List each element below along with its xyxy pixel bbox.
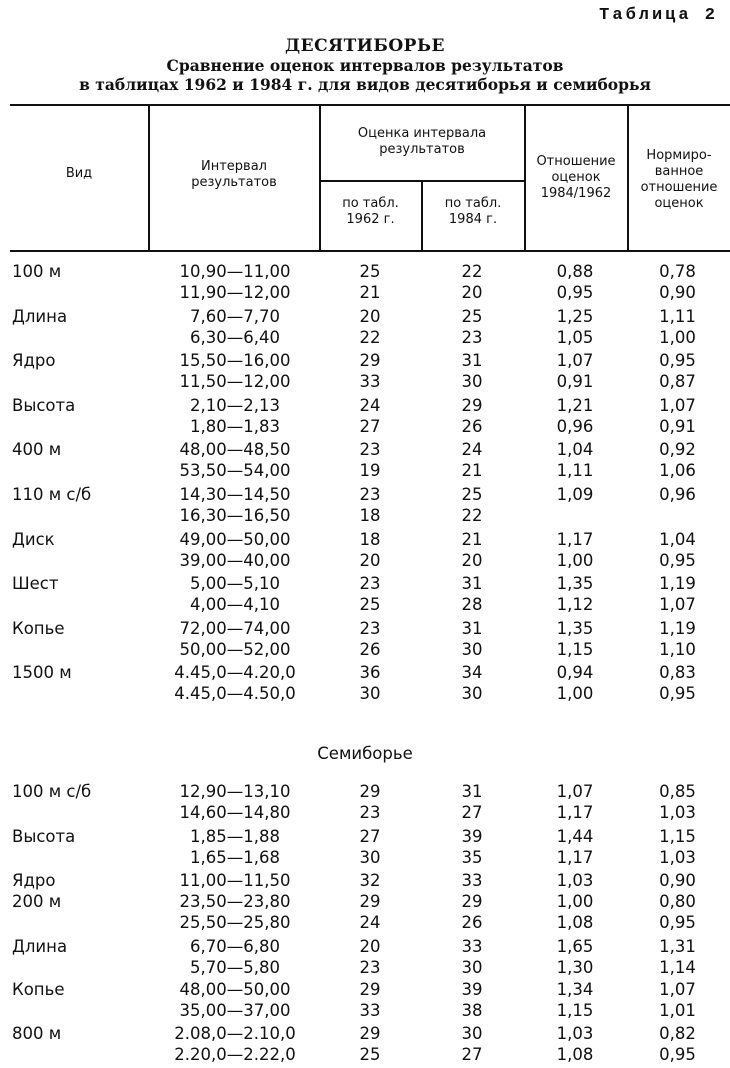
cell-norm: 1,14: [659, 957, 696, 977]
table-row: [0, 1045, 730, 1067]
cell-ratio: 1,12: [556, 595, 594, 615]
header-score-group-line-2: результатов: [379, 142, 465, 157]
cell-ratio: 1,08: [556, 1045, 594, 1064]
cell-s1962: 23: [359, 485, 381, 504]
table-row: [0, 848, 730, 870]
cell-s1962: 23: [359, 618, 381, 638]
cell-s1962: 23: [359, 957, 381, 977]
cell-s1984: 27: [461, 803, 483, 822]
cell-event: 1500 м: [12, 663, 72, 683]
table-row: [0, 485, 730, 507]
cell-s1962: 32: [359, 871, 381, 891]
cell-norm: 1,07: [659, 595, 696, 615]
cell-interval: 50,00—52,00: [179, 639, 291, 659]
cell-s1984: 30: [461, 957, 483, 977]
cell-s1984: 24: [461, 440, 483, 460]
cell-norm: 0,78: [659, 262, 696, 281]
cell-interval: 7,60—7,70: [190, 306, 280, 326]
cell-ratio: 1,03: [556, 871, 594, 891]
cell-interval: 4,00—4,10: [190, 595, 280, 615]
cell-ratio: 1,21: [556, 395, 594, 415]
cell-event: 800 м: [12, 1024, 62, 1043]
header-interval-line-2: результатов: [191, 175, 277, 190]
table-number: Таблица 2: [599, 6, 718, 25]
table-row: [0, 619, 730, 641]
cell-norm: 0,80: [659, 892, 696, 912]
cell-ratio: 1,03: [556, 1024, 594, 1043]
cell-s1984: 26: [461, 913, 483, 933]
header-score-group: [320, 126, 524, 158]
header-1962-line-2: 1962 г.: [346, 212, 395, 227]
cell-s1962: 23: [359, 803, 381, 822]
table-row: [0, 372, 730, 394]
cell-norm: 0,83: [659, 663, 696, 683]
cell-interval: 15,50—16,00: [179, 351, 291, 371]
table-row: [0, 640, 730, 662]
cell-interval: 1,85—1,88: [190, 826, 280, 846]
header-1962: [320, 196, 421, 228]
cell-interval: 11,90—12,00: [179, 283, 291, 302]
cell-s1984: 29: [461, 395, 483, 415]
cell-norm: 0,91: [659, 416, 696, 436]
cell-ratio: 1,15: [556, 639, 594, 659]
cell-s1984: 30: [461, 639, 483, 659]
cell-norm: 1,06: [659, 461, 696, 481]
cell-s1984: 26: [461, 416, 483, 436]
cell-norm: 1,04: [659, 529, 696, 549]
cell-event: Высота: [12, 395, 76, 415]
cell-s1962: 23: [359, 574, 381, 594]
cell-ratio: 1,44: [556, 826, 594, 846]
cell-s1984: 20: [461, 550, 483, 570]
table-row: [0, 1001, 730, 1023]
cell-ratio: 1,11: [556, 461, 594, 481]
cell-ratio: 0,94: [556, 663, 594, 683]
cell-s1962: 25: [359, 1045, 381, 1064]
cell-norm: 1,00: [659, 327, 696, 347]
table-row: [0, 892, 730, 914]
cell-s1984: 30: [461, 1024, 483, 1043]
cell-norm: 0,92: [659, 440, 696, 460]
cell-s1962: 36: [359, 663, 381, 683]
cell-norm: 0,95: [659, 913, 696, 933]
cell-s1984: 22: [461, 262, 483, 281]
cell-s1962: 20: [359, 306, 381, 326]
cell-norm: 0,96: [659, 485, 696, 504]
cell-s1962: 18: [359, 529, 381, 549]
cell-interval: 12,90—13,10: [179, 782, 291, 801]
cell-event: 100 м: [12, 262, 62, 281]
cell-ratio: 1,05: [556, 327, 594, 347]
cell-interval: 6,30—6,40: [190, 327, 280, 347]
cell-s1962: 33: [359, 372, 381, 392]
page-subtitle: [0, 56, 730, 94]
cell-s1962: 33: [359, 1001, 381, 1021]
cell-norm: 1,01: [659, 1001, 696, 1021]
cell-ratio: 1,04: [556, 440, 594, 460]
cell-s1984: 35: [461, 847, 483, 867]
table-row: [0, 827, 730, 849]
cell-event: Ядро: [12, 871, 56, 891]
cell-event: 200 м: [12, 892, 62, 912]
cell-s1984: 33: [461, 936, 483, 956]
cell-ratio: 1,00: [556, 892, 594, 912]
table-row: [0, 351, 730, 373]
cell-interval: 53,50—54,00: [179, 461, 291, 481]
table-row: [0, 684, 730, 706]
cell-s1984: 39: [461, 826, 483, 846]
cell-s1984: 28: [461, 595, 483, 615]
cell-event: Копье: [12, 980, 65, 1000]
page-title: ДЕСЯТИБОРЬЕ: [285, 36, 445, 56]
cell-s1984: 39: [461, 980, 483, 1000]
heptathlon-title: Семиборье: [317, 744, 413, 763]
cell-s1962: 20: [359, 550, 381, 570]
cell-ratio: 0,91: [556, 372, 594, 392]
cell-interval: 11,00—11,50: [179, 871, 291, 891]
header-norm-line-3: отношение: [640, 180, 718, 195]
cell-s1984: 33: [461, 871, 483, 891]
header-1984-line-1: по табл.: [444, 196, 502, 211]
cell-ratio: 1,35: [556, 618, 594, 638]
subtitle-line-2: в таблицах 1962 и 1984 г. для видов десятиборья и семиборья: [79, 75, 651, 94]
cell-ratio: 1,17: [556, 803, 594, 822]
table-row: [0, 1024, 730, 1046]
cell-interval: 48,00—50,00: [179, 980, 291, 1000]
cell-ratio: 1,25: [556, 306, 594, 326]
cell-event: Ядро: [12, 351, 56, 371]
cell-event: Шест: [12, 574, 59, 594]
header-norm-line-4: оценок: [654, 196, 704, 211]
table-row: [0, 782, 730, 804]
cell-interval: 4.45,0—4.50,0: [174, 684, 296, 704]
subtitle-line-1: Сравнение оценок интервалов результатов: [166, 56, 564, 75]
header-interval: [149, 159, 319, 191]
table-row: [0, 937, 730, 959]
cell-event: 100 м с/б: [12, 782, 92, 801]
table-row: [0, 283, 730, 305]
cell-s1962: 29: [359, 980, 381, 1000]
cell-s1984: 25: [461, 306, 483, 326]
cell-event: Диск: [12, 529, 55, 549]
cell-s1962: 18: [359, 506, 381, 525]
header-ratio-line-2: оценок: [551, 170, 601, 185]
cell-interval: 23,50—23,80: [179, 892, 291, 912]
cell-s1984: 21: [461, 461, 483, 481]
cell-s1962: 20: [359, 936, 381, 956]
table-row: [0, 958, 730, 980]
cell-s1962: 24: [359, 913, 381, 933]
cell-s1984: 29: [461, 892, 483, 912]
cell-s1962: 25: [359, 262, 381, 281]
cell-s1984: 22: [461, 506, 483, 525]
cell-ratio: 1,17: [556, 529, 594, 549]
cell-ratio: 0,88: [556, 262, 594, 281]
cell-s1962: 30: [359, 684, 381, 704]
cell-s1962: 23: [359, 440, 381, 460]
table-row: [0, 871, 730, 893]
cell-s1962: 29: [359, 351, 381, 371]
table-row: [0, 980, 730, 1002]
cell-ratio: 1,07: [556, 351, 594, 371]
table-row: [0, 574, 730, 596]
cell-event: Копье: [12, 618, 65, 638]
cell-s1962: 19: [359, 461, 381, 481]
table-header: [10, 104, 730, 252]
cell-interval: 1,80—1,83: [190, 416, 280, 436]
cell-interval: 5,70—5,80: [190, 957, 280, 977]
cell-interval: 2.08,0—2.10,0: [174, 1024, 296, 1043]
cell-s1962: 29: [359, 782, 381, 801]
table-row: [0, 595, 730, 617]
cell-s1984: 38: [461, 1001, 483, 1021]
cell-norm: 0,82: [659, 1024, 696, 1043]
cell-s1962: 24: [359, 395, 381, 415]
cell-interval: 49,00—50,00: [179, 529, 291, 549]
cell-norm: 0,95: [659, 550, 696, 570]
header-ratio-line-1: Отношение: [536, 154, 616, 169]
cell-s1984: 30: [461, 372, 483, 392]
cell-s1984: 20: [461, 283, 483, 302]
cell-interval: 14,30—14,50: [179, 485, 291, 504]
cell-norm: 1,07: [659, 395, 696, 415]
cell-s1984: 23: [461, 327, 483, 347]
table-row: [0, 440, 730, 462]
cell-interval: 16,30—16,50: [179, 506, 291, 525]
table-row: [0, 262, 730, 284]
cell-interval: 39,00—40,00: [179, 550, 291, 570]
cell-s1984: 31: [461, 574, 483, 594]
cell-ratio: 1,08: [556, 913, 594, 933]
cell-event: 400 м: [12, 440, 62, 460]
cell-ratio: 1,00: [556, 684, 594, 704]
cell-ratio: 1,34: [556, 980, 594, 1000]
cell-s1962: 30: [359, 847, 381, 867]
cell-interval: 11,50—12,00: [179, 372, 291, 392]
cell-interval: 10,90—11,00: [179, 262, 291, 281]
cell-ratio: 1,07: [556, 782, 594, 801]
cell-ratio: 1,35: [556, 574, 594, 594]
table-row: [0, 417, 730, 439]
header-1984-line-2: 1984 г.: [448, 212, 498, 227]
table-row: [0, 663, 730, 685]
cell-s1984: 31: [461, 782, 483, 801]
cell-norm: 1,31: [659, 936, 696, 956]
cell-s1962: 29: [359, 892, 381, 912]
cell-interval: 5,00—5,10: [190, 574, 280, 594]
cell-interval: 1,65—1,68: [190, 847, 280, 867]
cell-norm: 1,03: [659, 847, 696, 867]
cell-norm: 0,95: [659, 351, 696, 371]
cell-event: Высота: [12, 826, 76, 846]
cell-norm: 1,07: [659, 980, 696, 1000]
cell-ratio: 1,65: [556, 936, 594, 956]
header-score-group-line-1: Оценка интервала: [357, 126, 487, 141]
table-row: [0, 461, 730, 483]
header-norm-line-1: Нормиро-: [646, 148, 712, 163]
cell-norm: 1,19: [659, 574, 696, 594]
cell-event: Длина: [12, 306, 68, 326]
cell-interval: 2.20,0—2.22,0: [174, 1045, 296, 1064]
table-row: [0, 803, 730, 825]
cell-interval: 25,50—25,80: [179, 913, 291, 933]
cell-norm: 0,90: [659, 283, 696, 302]
table-row: [0, 328, 730, 350]
cell-norm: 1,03: [659, 803, 696, 822]
cell-interval: 6,70—6,80: [190, 936, 280, 956]
cell-ratio: 1,30: [556, 957, 594, 977]
cell-event: Длина: [12, 936, 68, 956]
cell-s1984: 21: [461, 529, 483, 549]
cell-s1962: 29: [359, 1024, 381, 1043]
cell-ratio: 1,09: [556, 485, 594, 504]
table-row: [0, 506, 730, 528]
cell-norm: 1,15: [659, 826, 696, 846]
cell-norm: 0,95: [659, 1045, 696, 1064]
cell-norm: 0,85: [659, 782, 696, 801]
cell-interval: 35,00—37,00: [179, 1001, 291, 1021]
table-row: [0, 307, 730, 329]
cell-s1984: 31: [461, 351, 483, 371]
cell-norm: 0,95: [659, 684, 696, 704]
header-normalized: [628, 148, 730, 212]
cell-ratio: 1,00: [556, 550, 594, 570]
cell-norm: 1,19: [659, 618, 696, 638]
table-row: [0, 551, 730, 573]
cell-s1962: 21: [359, 283, 381, 302]
cell-interval: 14,60—14,80: [179, 803, 291, 822]
header-ratio-line-3: 1984/1962: [540, 186, 612, 201]
cell-ratio: 0,95: [556, 283, 594, 302]
cell-ratio: 1,15: [556, 1001, 594, 1021]
table-row: [0, 913, 730, 935]
cell-ratio: 0,96: [556, 416, 594, 436]
cell-interval: 4.45,0—4.20,0: [174, 663, 296, 683]
cell-s1962: 22: [359, 327, 381, 347]
cell-s1962: 25: [359, 595, 381, 615]
cell-interval: 48,00—48,50: [179, 440, 291, 460]
cell-interval: 2,10—2,13: [190, 395, 280, 415]
cell-s1984: 31: [461, 618, 483, 638]
cell-interval: 72,00—74,00: [179, 618, 291, 638]
cell-event: 110 м с/б: [12, 485, 92, 504]
table-row: [0, 396, 730, 418]
cell-ratio: 1,17: [556, 847, 594, 867]
header-interval-line-1: Интервал: [201, 159, 267, 174]
cell-s1962: 27: [359, 416, 381, 436]
header-norm-line-2: ванное: [654, 164, 704, 179]
table-row: [0, 530, 730, 552]
cell-s1984: 34: [461, 663, 483, 683]
header-1984: [422, 196, 524, 228]
header-ratio: [525, 154, 627, 202]
cell-norm: 1,10: [659, 639, 696, 659]
cell-s1962: 27: [359, 826, 381, 846]
cell-s1962: 26: [359, 639, 381, 659]
cell-norm: 1,11: [659, 306, 696, 326]
cell-norm: 0,87: [659, 372, 696, 392]
cell-norm: 0,90: [659, 871, 696, 891]
header-1962-line-1: по табл.: [342, 196, 399, 211]
cell-s1984: 30: [461, 684, 483, 704]
header-event: Вид: [65, 166, 93, 181]
cell-s1984: 25: [461, 485, 483, 504]
cell-s1984: 27: [461, 1045, 483, 1064]
